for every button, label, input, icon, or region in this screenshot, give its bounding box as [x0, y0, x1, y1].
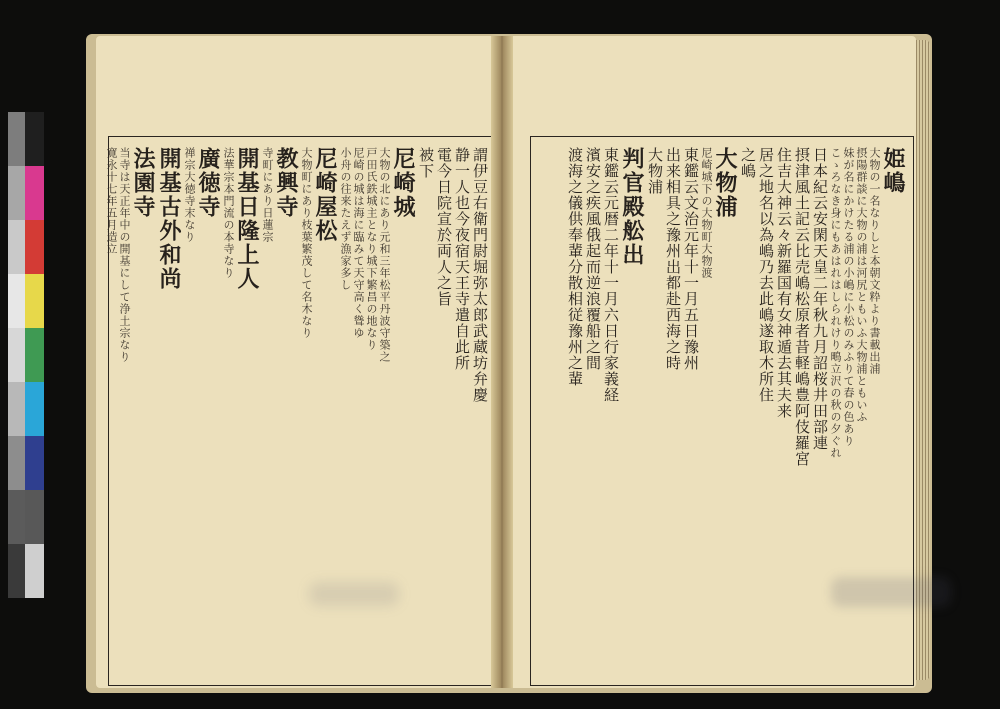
text-column: 尼崎城: [390, 147, 416, 219]
color-patch: [25, 328, 44, 382]
text-column: 大物の一名なりしと本朝文粋より書載出浦: [868, 147, 881, 375]
left-text-frame: [105, 136, 496, 686]
gray-patch: [8, 274, 25, 328]
text-column: 妹が名にかけたる浦の小嶋に小松のみふりて春の色あり: [842, 147, 855, 447]
text-column: 静一人也今夜宿天王寺遣自此所: [453, 147, 471, 371]
gray-patch: [8, 220, 25, 274]
text-column: 日本紀云安閑天皇二年秋九月詔桜井田部連: [811, 147, 829, 451]
text-column: 渡海之儀供奉輩分散相従豫州之輩: [566, 147, 584, 387]
text-column: 住吉大神云々新羅国有女神遁去其夫来: [775, 147, 793, 419]
color-patch: [25, 436, 44, 490]
text-column: 判官殿舩出: [619, 147, 645, 267]
left-page: [96, 36, 500, 688]
text-column: 戸田氏鉄城主となり城下繁昌の地なり: [365, 147, 378, 351]
color-patch: [25, 490, 44, 544]
text-column: 廣徳寺: [195, 147, 221, 219]
text-column: 東鑑云文治元年十一月五日豫州: [682, 147, 700, 371]
text-column: 尼崎屋松: [312, 147, 338, 243]
gray-patch: [8, 166, 25, 220]
gray-patch: [8, 382, 25, 436]
right-page: [506, 36, 916, 688]
text-column: 濱安之疾風俄起而逆浪覆船之間: [584, 147, 602, 371]
text-column: 当寺は天正年中の開基にして浄土宗なり: [118, 147, 131, 363]
text-column: 法華宗本門流の本寺なり: [222, 147, 235, 279]
text-column: 謂伊豆右衛門尉堀弥太郎武蔵坊弁慶: [471, 147, 489, 403]
ink-smudge: [831, 577, 951, 607]
text-column: 開基古外和尚: [156, 147, 182, 291]
ink-smudge: [309, 582, 399, 606]
text-column: 大物浦: [712, 147, 738, 219]
gray-patch: [8, 490, 25, 544]
text-column: こゝろなき身にもあはれはしられけり鴫立沢の秋の夕ぐれ: [829, 147, 842, 459]
color-patch: [25, 382, 44, 436]
color-patch: [25, 274, 44, 328]
text-column: 出来相具之豫州出都赴西海之時: [664, 147, 682, 371]
text-column: 姫嶋: [880, 147, 906, 195]
text-column: 居之地名以為嶋乃去此嶋遂取木所住: [757, 147, 775, 403]
text-column: 尼崎の城は海に臨みて天守高く聳ゆ: [352, 147, 365, 339]
color-calibration-card: [8, 112, 44, 598]
text-column: 法園寺: [130, 147, 156, 219]
text-column: 被下: [417, 147, 435, 179]
open-book: [86, 28, 932, 693]
color-patch: [25, 112, 44, 166]
text-column: 寺町にあり日蓮宗: [261, 147, 274, 243]
text-column: 摂津風土記云比売嶋松原者昔軽嶋豊阿伎羅宮: [793, 147, 811, 467]
text-column: 尼崎城下の大物町大物渡: [700, 147, 713, 279]
text-column: 小舟の往来たえず漁家多し: [339, 147, 352, 291]
text-column: 大物町にあり枝葉繁茂して名木なり: [300, 147, 313, 339]
text-column: 之嶋: [739, 147, 757, 179]
text-column: 教興寺: [273, 147, 299, 219]
color-patch: [25, 544, 44, 598]
text-column: 寛永十七年五月造立: [105, 147, 118, 255]
text-column: 大物浦: [646, 147, 664, 195]
gray-patch: [8, 112, 25, 166]
book-gutter: [491, 36, 513, 688]
text-column: 電今日院宣於両人之旨: [435, 147, 453, 307]
right-text-frame: [530, 136, 914, 686]
gray-patch: [8, 436, 25, 490]
color-patch: [25, 166, 44, 220]
gray-patch: [8, 544, 25, 598]
text-column: 大物の北にあり元和三年松平丹波守築之: [378, 147, 391, 363]
gray-patch: [8, 328, 25, 382]
text-column: 摂陽群談に大物の浦は河尻ともいふ大物浦ともいふ: [855, 147, 868, 423]
text-column: 開基日隆上人: [234, 147, 260, 291]
text-column: 禅宗大徳寺末なり: [183, 147, 196, 243]
text-column: 東鑑云元暦二年十一月六日行家義経: [602, 147, 620, 403]
color-patch: [25, 220, 44, 274]
